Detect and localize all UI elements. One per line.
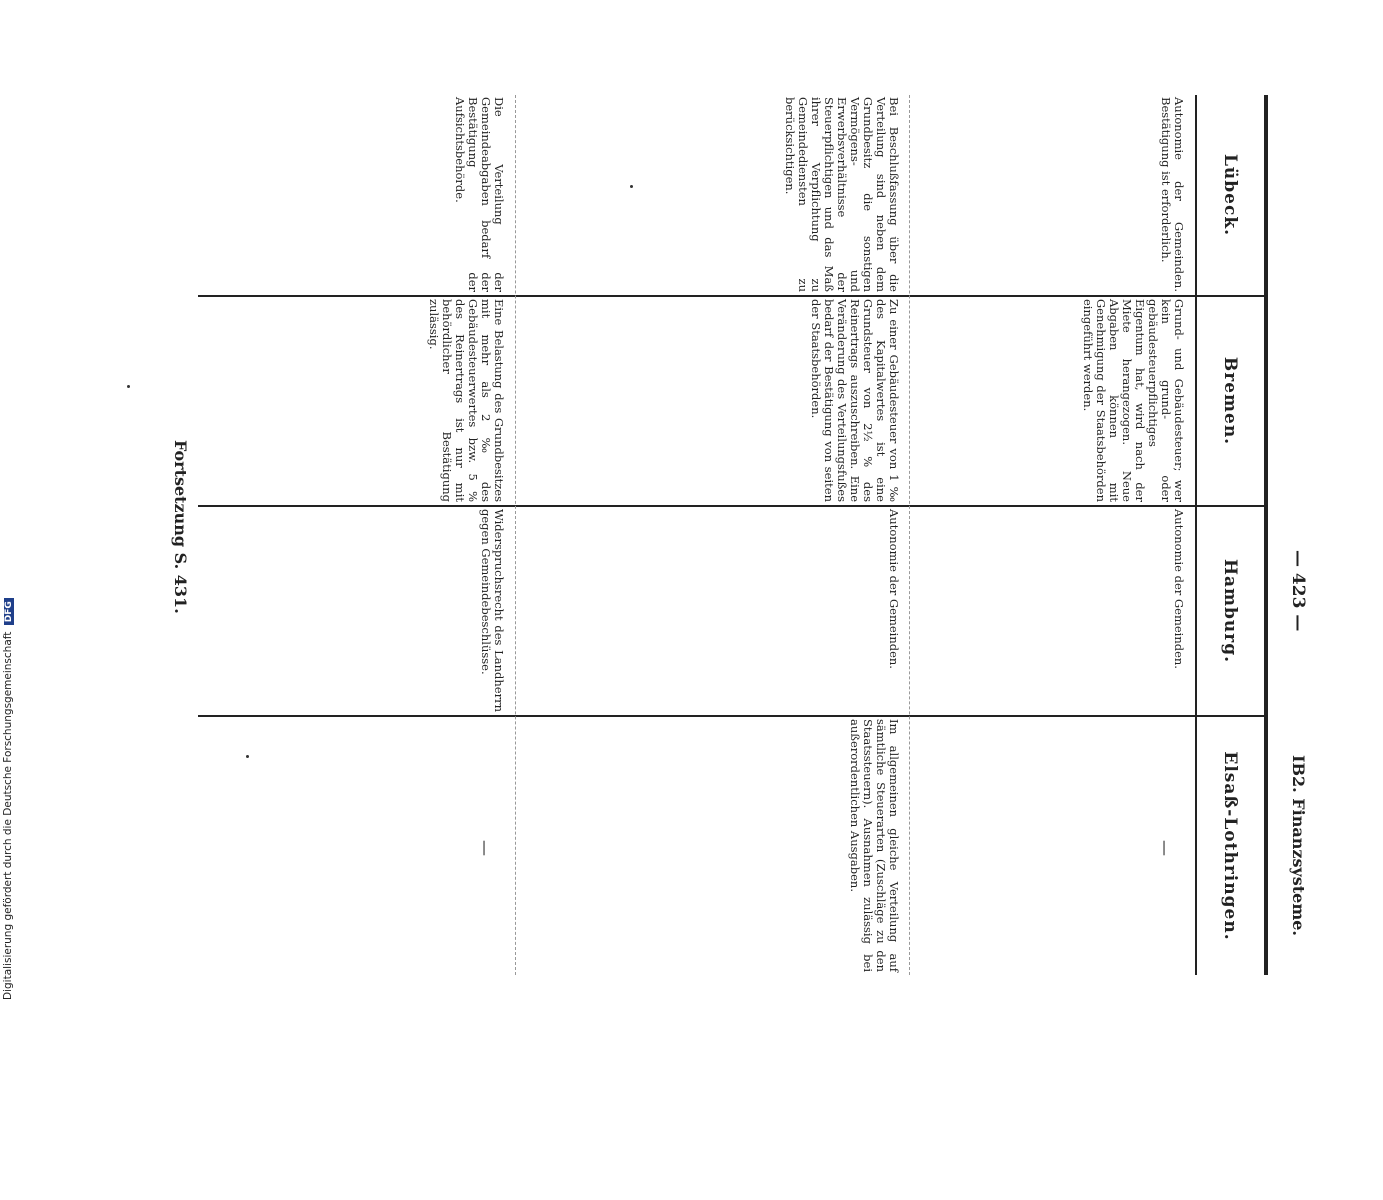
col-title-hamburg: Hamburg. [1220, 558, 1240, 664]
scan-speck [127, 385, 130, 388]
cell-elsass-row1: — [1156, 840, 1175, 856]
title-rule [1195, 95, 1197, 975]
page-number: — 423 — [1288, 550, 1308, 632]
col-title-luebeck: Lübeck. [1220, 153, 1240, 237]
cell-hamburg-row1: Autonomie der Gemeinden. [1172, 509, 1186, 669]
dfg-logo: DFG [4, 598, 14, 625]
credit-text: Digitalisierung gefördert durch die Deutsche Forschungsgemeinschaft [2, 631, 14, 1000]
cell-elsass-row2: Im allgemeinen gleiche Verteilung auf sämtliche Steuerarten (Zuschläge zu den Staatssteuern). Ausnahmen zulässig bei außerordentlichen Ausgaben. [848, 719, 901, 972]
cell-bremen-row1: Grund- und Gebäudesteuer; wer kein grund- oder gebäudesteuerpflichtiges Eigentum hat, wird nach der Miete herangezogen. Neue Abgaben können mit Genehmigung der Staatsbehörden eingeführt werden. [1081, 299, 1186, 502]
cell-bremen-row3: Eine Belastung des Grundbesitzes mit mehr als 2 ‰ des Gebäudesteuerwertes bzw. 5 % des Reinertrags ist nur mit behördlicher Bestätigung zulässig. [427, 299, 506, 502]
cell-elsass-row3: — [476, 840, 495, 856]
col-sep-2 [198, 505, 1268, 507]
col-sep-3 [198, 715, 1268, 717]
scan-speck [246, 755, 249, 758]
continuation-note: Fortsetzung S. 431. [171, 440, 190, 614]
scan-speck [630, 185, 633, 188]
cell-luebeck-row1: Autonomie der Gemeinden. Bestätigung ist erforderlich. [1159, 97, 1186, 292]
row-sep-2 [515, 95, 516, 975]
cell-luebeck-row2: Bei Beschlußfassung über die Verteilung sind neben dem Grundbesitz die sonstigen Vermögens- und Erwerbsverhältnisse der Steuerpflichtigen und das Maß ihrer Verpflichtung zu Gemeindediensten zu berücksichtigen. [783, 97, 901, 292]
col-title-bremen: Bremen. [1220, 356, 1240, 446]
cell-hamburg-row2: Autonomie der Gemeinden. [887, 509, 901, 669]
rotated-table-page [150, 40, 1310, 972]
cell-luebeck-row3: Die Verteilung der Gemeindeabgaben bedarf der Bestätigung der Aufsichtsbehörde. [453, 97, 506, 292]
cell-hamburg-row3: Widerspruchsrecht des Landherrn gegen Gemeindebeschlüsse. [479, 509, 506, 712]
page-header [1280, 40, 1310, 1200]
dfg-credit [2, 600, 14, 1000]
row-sep-1 [909, 95, 910, 975]
col-title-elsass: Elsaß-Lothringen. [1220, 751, 1240, 941]
col-sep-1 [198, 295, 1268, 297]
cell-bremen-row2: Zu einer Gebäudesteuer von 1 ‰ des Kapitalwertes ist eine Grundsteuer von 2½ % des Reinertrags auszuschreiben. Eine Veränderung des Verteilungsfußes bedarf der Bestätigung von seiten der Staatsbehörden. [809, 299, 901, 502]
header-rule [1264, 95, 1268, 975]
section-title: IB2. Finanzsysteme. [1289, 755, 1308, 936]
